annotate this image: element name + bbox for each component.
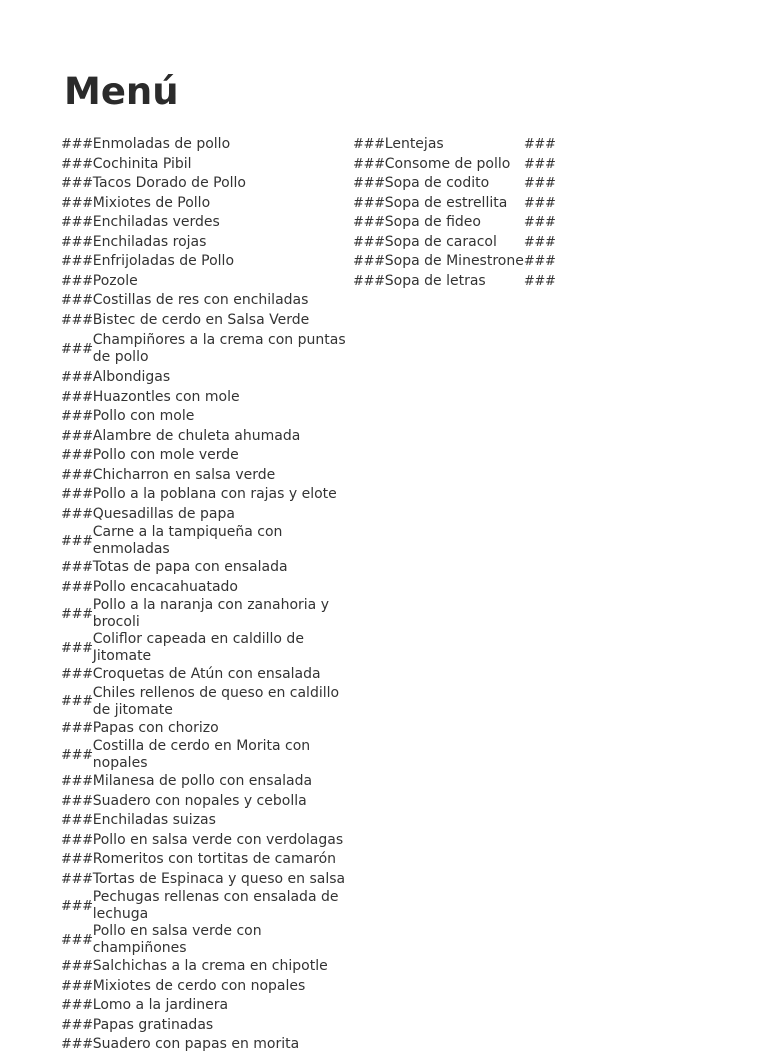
dish-name: Mixiotes de cerdo con nopales — [92, 977, 306, 994]
dish-name: Pollo en salsa verde con champiñones — [92, 923, 262, 956]
dish-name: Salchichas a la crema en chipotle — [92, 958, 328, 975]
price-placeholder: ### — [61, 254, 93, 270]
dish-name: Champiñores a la crema con puntas de pollo — [92, 332, 346, 365]
price-placeholder: ### — [523, 137, 556, 153]
price-placeholder: ### — [353, 195, 385, 211]
dish-name: Papas gratinadas — [92, 1016, 214, 1033]
price-placeholder: ### — [61, 898, 93, 914]
menu-item — [61, 772, 351, 792]
menu-item — [61, 485, 351, 505]
price-placeholder: ### — [353, 254, 385, 270]
price-placeholder: ### — [61, 1017, 93, 1033]
dish-name: Papas con chorizo — [92, 719, 219, 736]
price-placeholder: ### — [61, 137, 93, 153]
dish-name: Suadero con nopales y cebolla — [92, 792, 307, 809]
price-placeholder: ### — [61, 774, 93, 790]
menu-item — [61, 368, 351, 388]
dish-name: Pollo encacahuatado — [92, 578, 238, 595]
dish-name: Milanesa de pollo con ensalada — [92, 773, 313, 790]
price-placeholder: ### — [61, 871, 93, 887]
menu-item — [61, 135, 351, 155]
dish-name: Lomo a la jardinera — [92, 997, 229, 1014]
menu-item — [61, 194, 351, 214]
price-placeholder: ### — [61, 273, 93, 289]
dish-name: Pollo en salsa verde con verdolagas — [92, 831, 344, 848]
price-placeholder: ### — [61, 234, 93, 250]
page-title: Menú — [64, 70, 179, 113]
menu-item — [61, 792, 351, 812]
dish-name: Totas de papa con ensalada — [92, 559, 288, 576]
price-placeholder: ### — [523, 254, 556, 270]
menu-item — [61, 174, 351, 194]
soup-item — [353, 174, 563, 194]
dish-name: Mixiotes de Pollo — [92, 194, 211, 211]
menu-item — [61, 597, 351, 631]
price-placeholder: ### — [61, 389, 93, 405]
price-placeholder: ### — [523, 176, 556, 192]
price-placeholder: ### — [61, 1037, 93, 1053]
dish-name: Alambre de chuleta ahumada — [92, 427, 301, 444]
price-placeholder: ### — [61, 409, 93, 425]
price-placeholder: ### — [523, 234, 556, 250]
dish-name: Carne a la tampiqueña con enmoladas — [92, 524, 283, 557]
price-placeholder: ### — [61, 341, 93, 357]
menu-item — [61, 1016, 351, 1036]
soup-item — [353, 135, 563, 155]
dish-name: Enmoladas de pollo — [92, 136, 231, 153]
price-placeholder: ### — [61, 448, 93, 464]
dish-name: Pollo a la poblana con rajas y elote — [92, 486, 337, 503]
menu-item — [61, 446, 351, 466]
dish-name: Costilla de cerdo en Morita con nopales — [92, 738, 311, 771]
dish-name: Romeritos con tortitas de camarón — [92, 851, 337, 868]
dish-name: Huazontles con mole — [92, 388, 240, 405]
menu-item — [61, 578, 351, 598]
soups-list — [353, 135, 563, 291]
menu-item — [61, 388, 351, 408]
menu-item — [61, 252, 351, 272]
price-placeholder: ### — [523, 195, 556, 211]
menu-item — [61, 233, 351, 253]
price-placeholder: ### — [353, 176, 385, 192]
soup-item — [353, 194, 563, 214]
menu-item — [61, 870, 351, 890]
menu-item — [61, 811, 351, 831]
price-placeholder: ### — [61, 640, 93, 656]
price-placeholder: ### — [61, 793, 93, 809]
price-placeholder: ### — [61, 156, 93, 172]
menu-item — [61, 685, 351, 719]
menu-item — [61, 213, 351, 233]
menu-item — [61, 524, 351, 558]
menu-item — [61, 155, 351, 175]
menu-item — [61, 889, 351, 923]
price-placeholder: ### — [61, 428, 93, 444]
price-placeholder: ### — [523, 273, 556, 289]
dish-name: Chicharron en salsa verde — [92, 466, 276, 483]
soup-name: Lentejas — [384, 136, 444, 153]
price-placeholder: ### — [61, 467, 93, 483]
price-placeholder: ### — [61, 370, 93, 386]
price-placeholder: ### — [61, 487, 93, 503]
price-placeholder: ### — [61, 720, 93, 736]
menu-item — [61, 330, 351, 368]
dish-name: Tortas de Espinaca y queso en salsa — [92, 870, 346, 887]
menu-item — [61, 850, 351, 870]
price-placeholder: ### — [61, 579, 93, 595]
soup-item — [353, 155, 563, 175]
menu-item — [61, 957, 351, 977]
price-placeholder: ### — [61, 747, 93, 763]
price-placeholder: ### — [353, 215, 385, 231]
menu-item — [61, 831, 351, 851]
soup-item — [353, 272, 563, 292]
dish-name: Tacos Dorado de Pollo — [92, 175, 246, 192]
soup-name: Sopa de caracol — [384, 233, 497, 250]
soup-item — [353, 213, 563, 233]
dish-name: Cochinita Pibil — [92, 155, 192, 172]
price-placeholder: ### — [61, 560, 93, 576]
dish-name: Albondigas — [92, 369, 171, 386]
soup-name: Sopa de Minestrone — [384, 253, 524, 270]
price-placeholder: ### — [353, 137, 385, 153]
price-placeholder: ### — [61, 694, 93, 709]
soup-name: Consome de pollo — [384, 155, 511, 172]
price-placeholder: ### — [353, 273, 385, 289]
price-placeholder: ### — [61, 606, 93, 622]
price-placeholder: ### — [61, 176, 93, 192]
soup-name: Sopa de codito — [384, 175, 490, 192]
soup-item — [353, 252, 563, 272]
dish-name: Pechugas rellenas con ensalada de lechuga — [92, 889, 339, 922]
menu-item — [61, 631, 351, 665]
dish-name: Bistec de cerdo en Salsa Verde — [92, 311, 310, 328]
dish-name: Chiles rellenos de queso en caldillo de jitomate — [92, 684, 340, 718]
price-placeholder: ### — [61, 932, 93, 948]
menu-item — [61, 311, 351, 331]
menu-item — [61, 466, 351, 486]
price-placeholder: ### — [61, 998, 93, 1014]
menu-item — [61, 977, 351, 997]
price-placeholder: ### — [61, 312, 93, 328]
dish-name: Enchiladas rojas — [92, 233, 207, 250]
menu-item — [61, 738, 351, 772]
main-dishes-list — [61, 135, 351, 1055]
price-placeholder: ### — [61, 506, 93, 522]
dish-name: Costillas de res con enchiladas — [92, 292, 309, 309]
price-placeholder: ### — [61, 959, 93, 975]
soup-item — [353, 233, 563, 253]
menu-item — [61, 665, 351, 685]
menu-item — [61, 996, 351, 1016]
price-placeholder: ### — [353, 234, 385, 250]
price-placeholder: ### — [61, 215, 93, 231]
soup-name: Sopa de fideo — [384, 214, 481, 231]
menu-item — [61, 291, 351, 311]
dish-name: Coliflor capeada en caldillo de Jitomate — [92, 631, 304, 664]
price-placeholder: ### — [523, 215, 556, 231]
price-placeholder: ### — [61, 293, 93, 309]
price-placeholder: ### — [61, 852, 93, 868]
price-placeholder: ### — [61, 978, 93, 994]
price-placeholder: ### — [523, 156, 556, 172]
price-placeholder: ### — [353, 156, 385, 172]
price-placeholder: ### — [61, 195, 93, 211]
dish-name: Pollo con mole — [92, 408, 195, 425]
dish-name: Pozole — [92, 272, 138, 289]
dish-name: Enfrijoladas de Pollo — [92, 253, 235, 270]
dish-name: Pollo con mole verde — [92, 447, 239, 464]
dish-name: Suadero con papas en morita — [92, 1036, 300, 1053]
menu-item — [61, 272, 351, 292]
price-placeholder: ### — [61, 813, 93, 829]
price-placeholder: ### — [61, 533, 93, 549]
menu-item — [61, 1035, 351, 1055]
dish-name: Enchiladas suizas — [92, 812, 216, 829]
menu-item — [61, 505, 351, 525]
dish-name: Enchiladas verdes — [92, 214, 220, 231]
soup-name: Sopa de estrellita — [384, 194, 508, 211]
menu-item — [61, 923, 351, 957]
soup-name: Sopa de letras — [384, 272, 486, 289]
menu-item — [61, 558, 351, 578]
menu-item — [61, 427, 351, 447]
dish-name: Croquetas de Atún con ensalada — [92, 666, 321, 683]
dish-name: Pollo a la naranja con zanahoria y brocoli — [92, 597, 329, 630]
dish-name: Quesadillas de papa — [92, 505, 235, 522]
menu-item — [61, 719, 351, 739]
price-placeholder: ### — [61, 667, 93, 683]
menu-item — [61, 407, 351, 427]
price-placeholder: ### — [61, 832, 93, 848]
